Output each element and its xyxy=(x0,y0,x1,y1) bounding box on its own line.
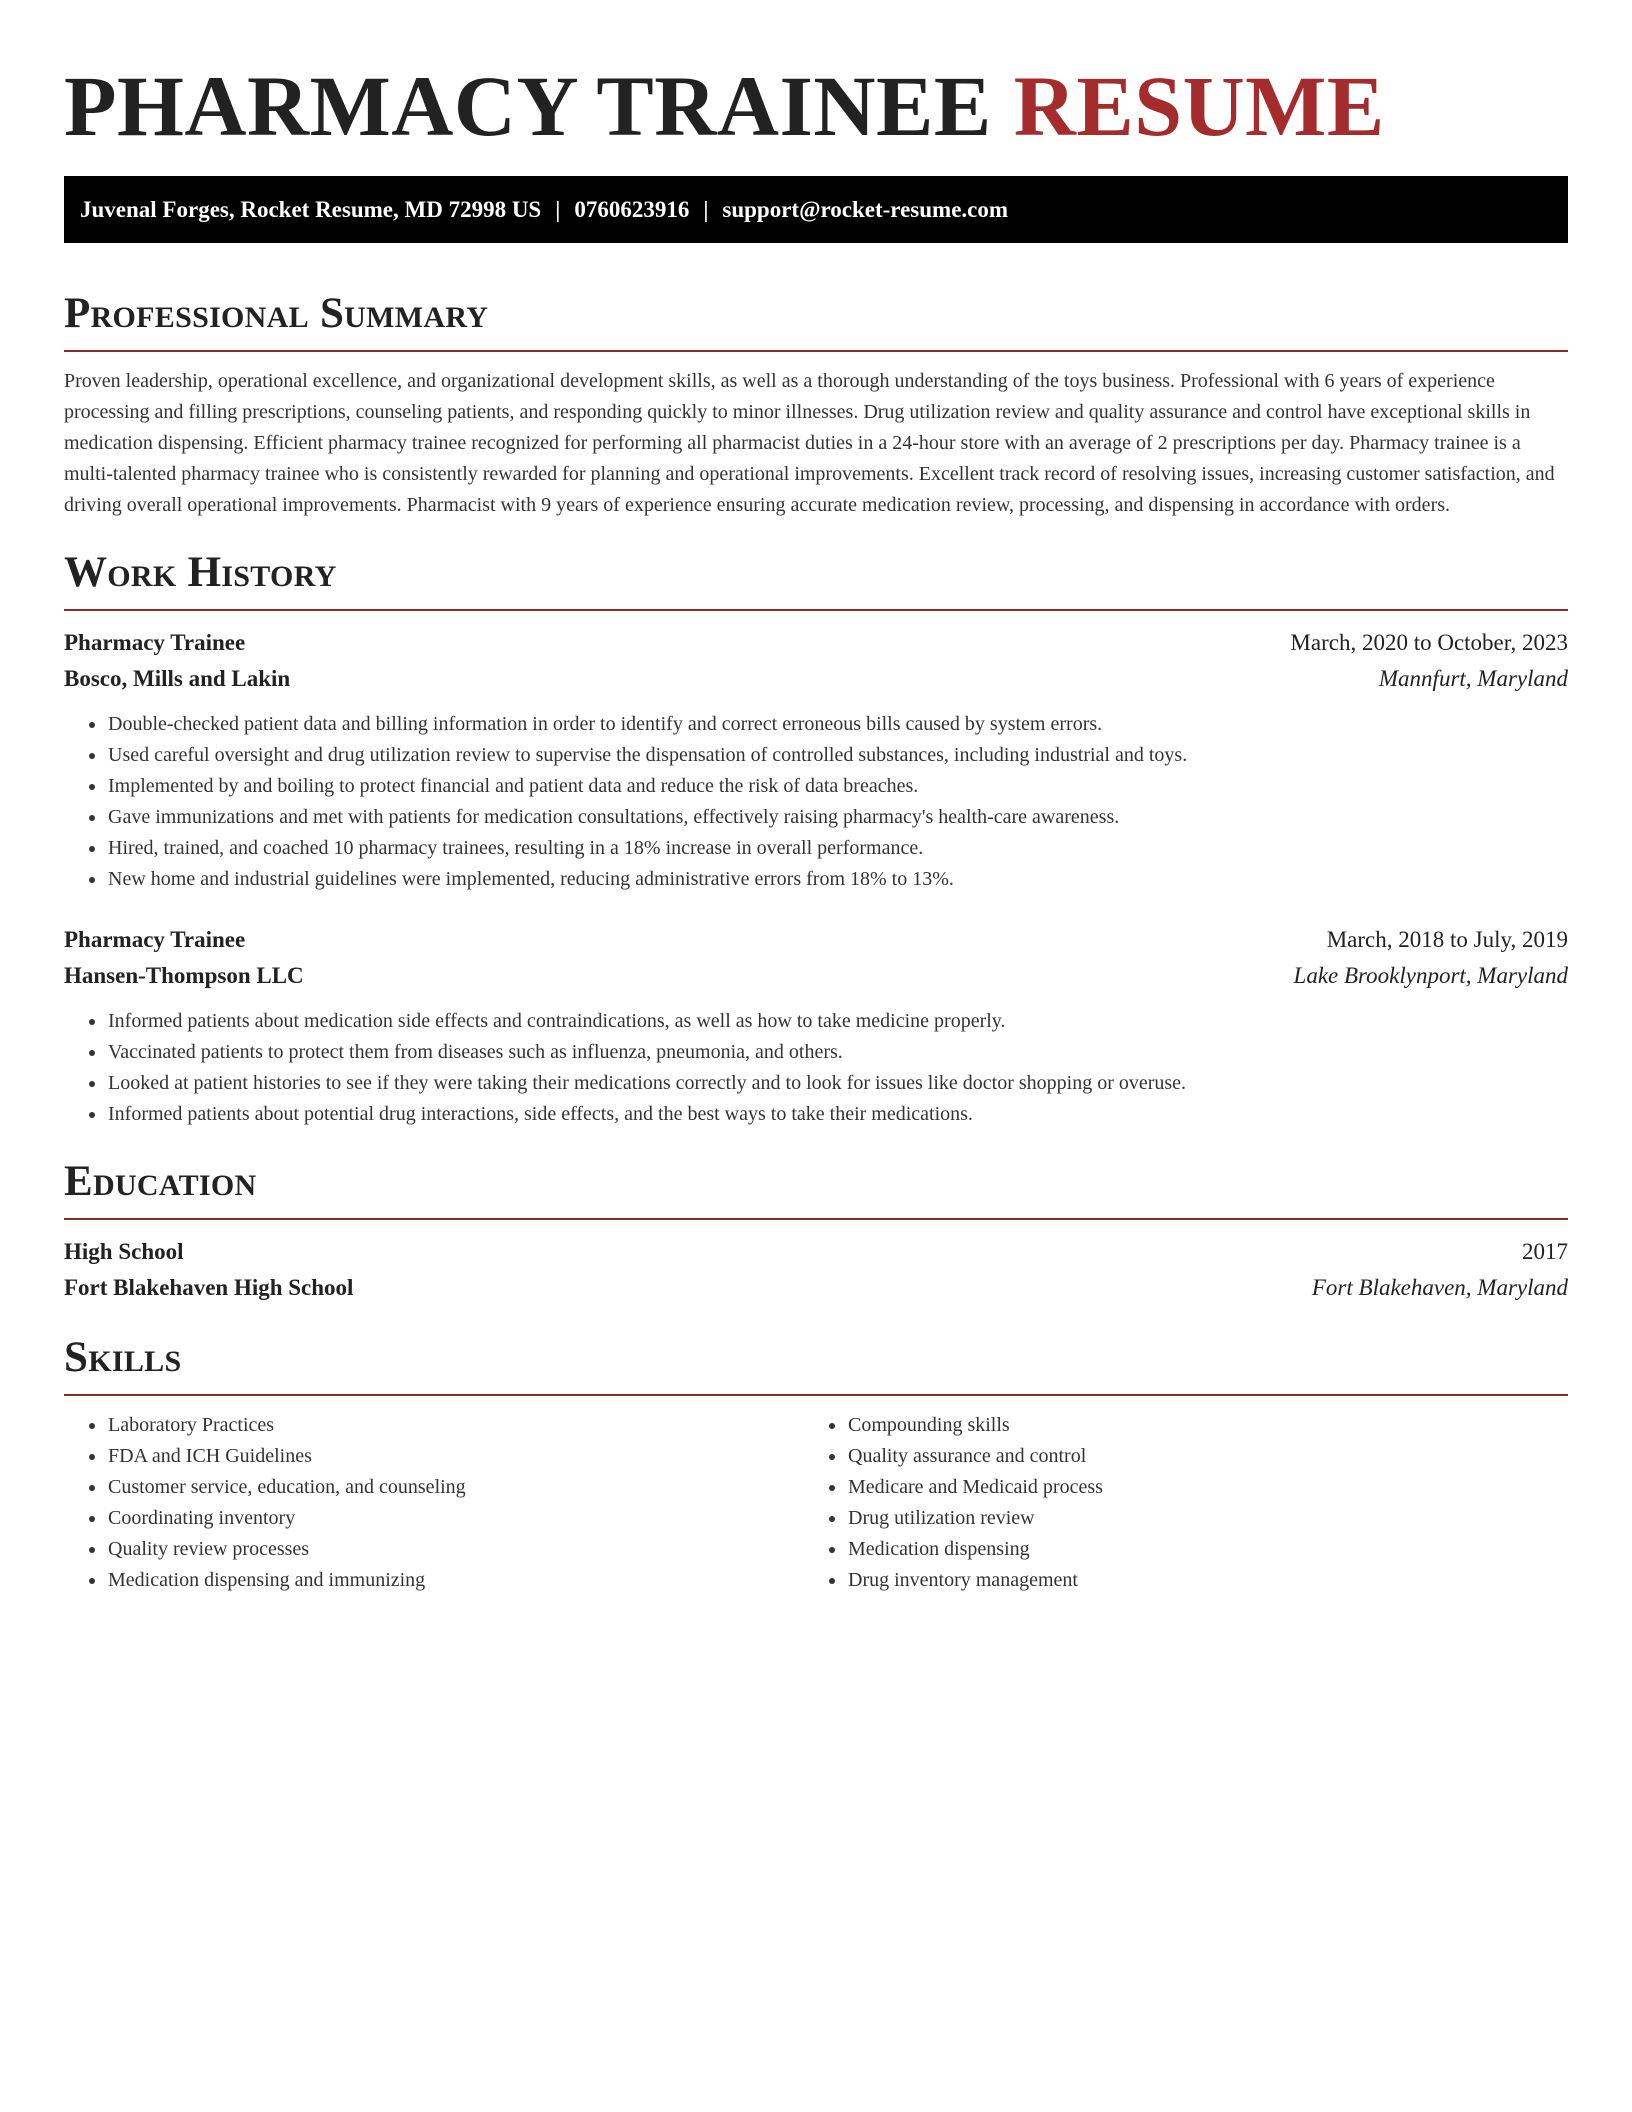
skill-item: • Quality review processes xyxy=(107,1534,804,1565)
summary-text: Proven leadership, operational excellence, and organizational development skills, as well as a thorough understanding of the toys business. Professional with 6 years of experience processing and filling prescriptions, counseling patients, and responding quickly to minor illnesses. Drug utilization review and quality assurance and control have exceptional skills in medication dispensing. Efficient pharmacy trainee recognized for performing all pharmacist duties in a 24-hour store with an average of 2 prescriptions per day. Pharmacy trainee is a multi-talented pharmacy trainee who is consistently rewarded for planning and operational improvements. Excellent track record of resolving issues, increasing customer satisfaction, and driving overall operational improvements. Pharmacist with 9 years of experience ensuring accurate medication review, processing, and dispensing in accordance with orders. xyxy=(64,370,1555,516)
resume-page xyxy=(64,0,1568,1596)
job-header-row xyxy=(64,922,1568,958)
skill-item: • Medicare and Medicaid process xyxy=(847,1472,1544,1503)
skill-item: • FDA and ICH Guidelines xyxy=(107,1441,804,1472)
skill-item: • Customer service, education, and counseling xyxy=(107,1472,804,1503)
section-divider xyxy=(64,1218,1568,1220)
title-accent: RESUME xyxy=(1013,58,1385,154)
job-title: Pharmacy Trainee xyxy=(64,927,246,952)
job-duty: • Implemented by and boiling to protect financial and patient data and reduce the risk of data breaches. xyxy=(107,771,1568,802)
skills-list xyxy=(64,1410,804,1596)
job-title: Pharmacy Trainee xyxy=(64,630,246,655)
title-main: PHARMACY TRAINEE xyxy=(64,58,992,154)
section-divider xyxy=(64,609,1568,611)
education-header-row xyxy=(64,1234,1568,1270)
job-duty: • Double-checked patient data and billing information in order to identify and correct erroneous bills caused by system errors. xyxy=(107,709,1568,740)
job-dates: March, 2020 to October, 2023 xyxy=(1290,630,1568,655)
skill-item: • Medication dispensing and immunizing xyxy=(107,1565,804,1596)
section-divider xyxy=(64,1394,1568,1396)
contact-address: Juvenal Forges, Rocket Resume, MD 72998 US xyxy=(80,196,542,222)
skills-columns xyxy=(64,1410,1568,1596)
education-school: Fort Blakehaven High School xyxy=(64,1275,354,1300)
skills-list xyxy=(804,1410,1544,1596)
contact-separator: | xyxy=(555,196,561,222)
education-school-row xyxy=(64,1270,1568,1306)
job-duties-list xyxy=(64,1006,1568,1130)
section-divider xyxy=(64,350,1568,352)
skill-item: • Laboratory Practices xyxy=(107,1410,804,1441)
job-location: Mannfurt, Maryland xyxy=(1378,666,1568,691)
skills-column-left xyxy=(64,1410,804,1596)
skill-item: • Drug utilization review xyxy=(847,1503,1544,1534)
job-header-row xyxy=(64,625,1568,661)
job-duty: • Looked at patient histories to see if they were taking their medications correctly and to look for issues like doctor shopping or overuse. xyxy=(107,1068,1568,1099)
job-duty: • Informed patients about medication side effects and contraindications, as well as how to take medicine properly. xyxy=(107,1006,1568,1037)
job-company: Bosco, Mills and Lakin xyxy=(64,666,291,691)
education-year: 2017 xyxy=(1522,1239,1568,1264)
job-company-row xyxy=(64,661,1568,697)
education-entry xyxy=(64,1234,1568,1306)
summary-section xyxy=(64,288,1568,521)
skill-item: • Quality assurance and control xyxy=(847,1441,1544,1472)
skills-section xyxy=(64,1332,1568,1596)
job-location: Lake Brooklynport, Maryland xyxy=(1293,963,1568,988)
education-degree: High School xyxy=(64,1239,184,1264)
skill-item: • Drug inventory management xyxy=(847,1565,1544,1596)
job-entry xyxy=(64,922,1568,1130)
skill-item: • Compounding skills xyxy=(847,1410,1544,1441)
summary-heading: Professional Summary xyxy=(64,290,489,337)
job-duty: • Vaccinated patients to protect them from diseases such as influenza, pneumonia, and others. xyxy=(107,1037,1568,1068)
work-history-section xyxy=(64,547,1568,1130)
contact-email: support@rocket-resume.com xyxy=(722,196,1009,222)
education-heading: Education xyxy=(64,1158,257,1205)
job-duty: • Informed patients about potential drug interactions, side effects, and the best ways to take their medications. xyxy=(107,1099,1568,1130)
job-duty: • New home and industrial guidelines were implemented, reducing administrative errors from 18% to 13%. xyxy=(107,864,1568,895)
job-duty: • Used careful oversight and drug utilization review to supervise the dispensation of controlled substances, including industrial and toys. xyxy=(107,740,1568,771)
work-history-heading: Work History xyxy=(64,549,337,596)
job-duty: • Hired, trained, and coached 10 pharmacy trainees, resulting in a 18% increase in overall performance. xyxy=(107,833,1568,864)
education-location: Fort Blakehaven, Maryland xyxy=(1311,1275,1568,1300)
job-entry xyxy=(64,625,1568,895)
job-duties-list xyxy=(64,709,1568,895)
skill-item: • Coordinating inventory xyxy=(107,1503,804,1534)
skills-heading: Skills xyxy=(64,1334,182,1381)
job-dates: March, 2018 to July, 2019 xyxy=(1326,927,1568,952)
contact-bar xyxy=(64,176,1568,243)
job-company-row xyxy=(64,958,1568,994)
skills-column-right xyxy=(804,1410,1544,1596)
job-duty: • Gave immunizations and met with patients for medication consultations, effectively raising pharmacy's health-care awareness. xyxy=(107,802,1568,833)
resume-title xyxy=(64,0,1568,156)
education-section xyxy=(64,1156,1568,1306)
contact-phone: 0760623916 xyxy=(574,196,690,222)
skill-item: • Medication dispensing xyxy=(847,1534,1544,1565)
contact-separator: | xyxy=(703,196,709,222)
job-company: Hansen-Thompson LLC xyxy=(64,963,304,988)
